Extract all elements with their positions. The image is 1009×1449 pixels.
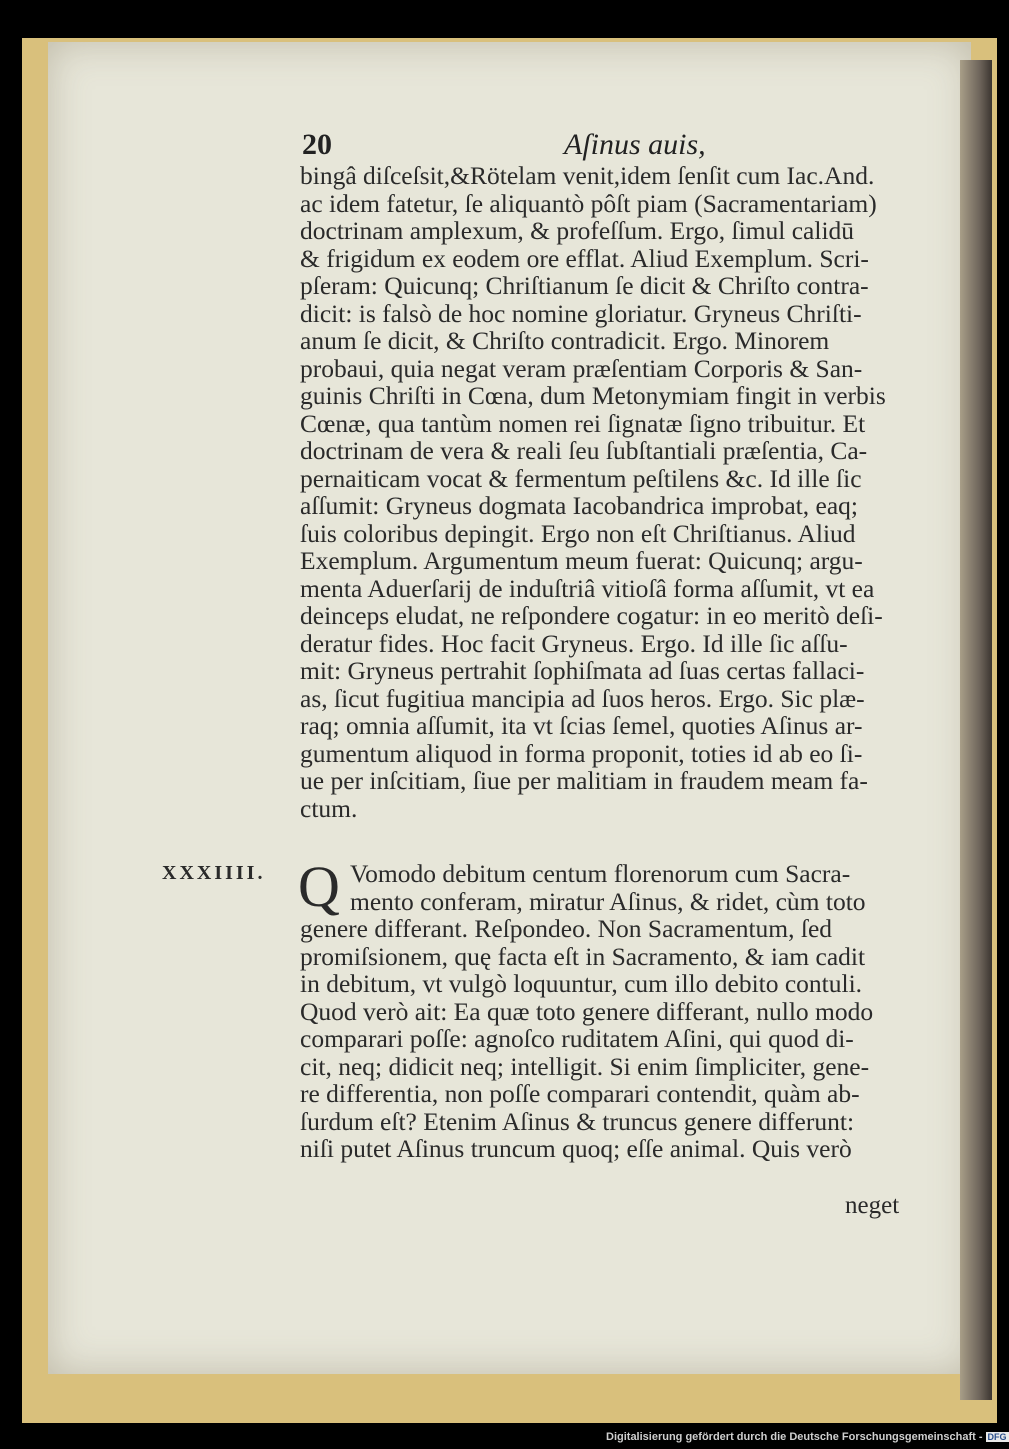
text-line: re differentia, non poſſe comparari contendit, quàm ab- xyxy=(300,1079,860,1108)
text-line: comparari poſſe: agnoſco ruditatem Aſini, qui quod di- xyxy=(300,1024,854,1053)
text-line: doctrinam de vera & reali ſeu ſubſtantiali præſentia, Ca- xyxy=(300,436,868,465)
text-line: mit: Gryneus pertrahit ſophiſmata ad ſuas certas fallaci- xyxy=(300,656,865,685)
running-title: Aſinus auis, xyxy=(564,128,706,161)
text-line: bingâ diſceſsit,&Rötelam venit,idem ſenſit cum Iac.And. xyxy=(300,161,875,190)
dfg-logo: DFG xyxy=(987,1432,1007,1442)
text-line: ue per inſcitiam, ſiue per malitiam in fraudem meam fa- xyxy=(300,766,868,795)
text-line: mento conferam, miratur Aſinus, & ridet, cùm toto xyxy=(350,886,866,916)
text-line: ctum. xyxy=(300,793,358,823)
text-line: cit, neq; didicit neq; intelligit. Si enim ſimpliciter, gene- xyxy=(300,1051,870,1081)
paragraph-2 xyxy=(298,854,932,1163)
text-line: aſſumit: Gryneus dogmata Iacobandrica improbat, eaq; xyxy=(300,491,858,520)
text-line: doctrinam amplexum, & profeſſum. Ergo, ſimul calidū xyxy=(300,216,855,245)
text-line: Vomodo debitum centum florenorum cum Sacra- xyxy=(350,859,851,888)
section-marker: XXXIIII. xyxy=(162,862,266,884)
page-number: 20 xyxy=(302,128,332,161)
text-line: niſi putet Aſinus truncum quoq; eſſe animal. Quis verò xyxy=(300,1134,852,1163)
text-line: deinceps eludat, ne reſpondere cogatur: in eo meritò deſi- xyxy=(300,601,883,630)
paragraph-1 xyxy=(300,162,932,822)
catchword: neget xyxy=(845,1192,900,1219)
text-line: & frigidum ex eodem ore efflat. Aliud Exemplum. Scri- xyxy=(300,243,869,273)
text-line: Cœnæ, qua tantùm nomen rei ſignatæ ſigno tribuitur. Et xyxy=(300,408,866,438)
text-line: pſeram: Quicunq; Chriſtianum ſe dicit & Chriſto contra- xyxy=(300,271,869,300)
text-line: deratur fides. Hoc facit Gryneus. Ergo. Id ille ſic aſſu- xyxy=(300,628,848,658)
text-line: Quod verò ait: Ea quæ toto genere differant, nullo modo xyxy=(300,996,874,1026)
text-line: anum ſe dicit, & Chriſto contradicit. Ergo. Minorem xyxy=(300,326,830,355)
page-edge-shadow xyxy=(960,60,992,1400)
text-line: ſuis coloribus depingit. Ergo non eſt Chriſtianus. Aliud xyxy=(300,518,856,548)
text-line: genere differant. Reſpondeo. Non Sacramentum, ſed xyxy=(300,914,833,943)
text-line: ac idem fatetur, ſe aliquantò pôſt piam (Sacramentariam) xyxy=(300,188,877,218)
digitization-credit xyxy=(606,1431,1009,1443)
text-line: as, ſicut fugitiua mancipia ad ſuos heros. Ergo. Sic plæ- xyxy=(300,683,865,713)
text-line: Exemplum. Argumentum meum fuerat: Quicunq; argu- xyxy=(300,546,863,575)
text-line: menta Aduerſarij de induſtriâ vitioſâ forma aſſumit, vt ea xyxy=(300,573,875,603)
text-line: raq; omnia aſſumit, ita vt ſcias ſemel, quoties Aſinus ar- xyxy=(300,711,863,740)
text-line: in debitum, vt vulgò loquuntur, cum illo debito contuli. xyxy=(300,969,863,998)
text-line: ſurdum eſt? Etenim Aſinus & truncus genere differunt: xyxy=(300,1106,855,1136)
text-line: pernaiticam vocat & fermentum peſtilens &c. Id ille ſic xyxy=(300,463,862,493)
drop-cap: Q xyxy=(298,854,340,919)
text-line: gumentum aliquod in forma proponit, toties id ab eo ſi- xyxy=(300,738,863,768)
text-line: promiſsionem, quę facta eſt in Sacramento, & iam cadit xyxy=(300,941,866,971)
text-line: guinis Chriſti in Cœna, dum Metonymiam fingit in verbis xyxy=(300,381,886,410)
credit-text: Digitalisierung gefördert durch die Deutsche Forschungsgemeinschaft - xyxy=(606,1431,983,1443)
text-line: dicit: is falsò de hoc nomine gloriatur. Gryneus Chriſti- xyxy=(300,298,862,328)
text-line: probaui, quia negat veram præſentiam Corporis & San- xyxy=(300,353,863,383)
